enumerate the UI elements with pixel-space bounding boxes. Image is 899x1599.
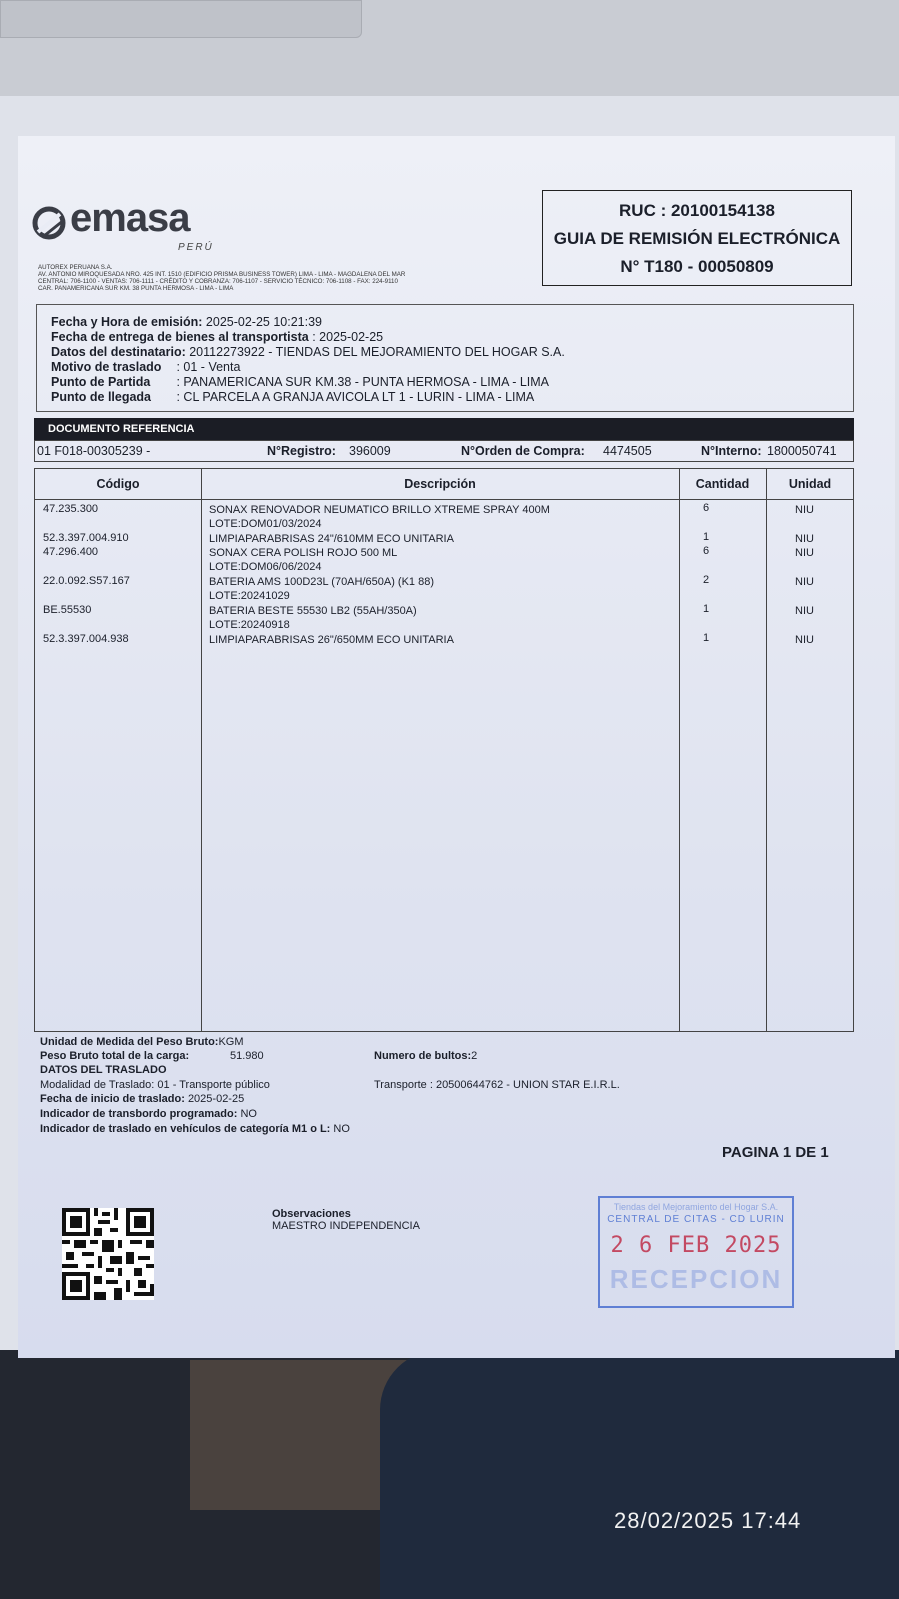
table-header-divider (35, 499, 853, 500)
interno-label: N°Interno: (701, 444, 762, 458)
punto-partida: Punto de Partida : PANAMERICANA SUR KM.38 - PUNTA HERMOSA - LIMA - LIMA (51, 375, 550, 389)
shipment-info-box (36, 304, 854, 412)
stamp-center: CENTRAL DE CITAS - CD LURIN (607, 1214, 785, 1225)
interno-value: 1800050741 (767, 444, 837, 458)
stamp-date: 2 6 FEB 2025 (610, 1233, 782, 1258)
table-row-codigo: 52.3.397.004.910 (43, 532, 129, 544)
transporte: Transporte : 20500644762 - UNION STAR E.I.R.L. (374, 1079, 620, 1091)
table-row-descripcion: LIMPIAPARABRISAS 26"/650MM ECO UNITARIA (209, 634, 454, 646)
unidad-medida: Unidad de Medida del Peso Bruto:KGM (40, 1036, 244, 1048)
table-row-descripcion: BATERIA BESTE 55530 LB2 (55AH/350A) (209, 605, 417, 617)
table-row-codigo: BE.55530 (43, 604, 92, 616)
table-row-unidad: NIU (795, 547, 814, 559)
table-row-cantidad: 1 (703, 603, 710, 615)
table-row-codigo: 52.3.397.004.938 (43, 633, 129, 645)
ruc-number: RUC : 20100154138 (619, 201, 775, 220)
company-address (38, 264, 508, 292)
destinatario: Datos del destinatario: 20112273922 - TIENDAS DEL MEJORAMIENTO DEL HOGAR S.A. (51, 345, 565, 359)
table-row-lote: LOTE:DOM01/03/2024 (209, 518, 322, 530)
orden-compra-value: 4474505 (603, 444, 652, 458)
table-row-unidad: NIU (795, 605, 814, 617)
emasa-logo-icon (32, 206, 66, 240)
document-paper (18, 136, 895, 1358)
document-number: N° T180 - 00050809 (620, 257, 774, 276)
table-row-lote: LOTE:20241029 (209, 590, 290, 602)
table-row-lote: LOTE:20240918 (209, 619, 290, 631)
observaciones-value: MAESTRO INDEPENDENCIA (272, 1220, 420, 1232)
table-row-descripcion: SONAX RENOVADOR NEUMATICO BRILLO XTREME SPRAY 400M (209, 504, 550, 516)
table-row-lote: LOTE:DOM06/06/2024 (209, 561, 322, 573)
doc-ref-number: 01 F018-00305239 - (37, 444, 151, 458)
qr-code-icon (62, 1208, 154, 1300)
table-row-codigo: 47.296.400 (43, 546, 99, 558)
table-row-cantidad: 6 (703, 502, 710, 514)
indicador-m1: Indicador de traslado en vehículos de categoría M1 o L: NO (40, 1123, 350, 1135)
table-row-descripcion: BATERIA AMS 100D23L (70AH/650A) (K1 88) (209, 576, 435, 588)
table-row-cantidad: 1 (703, 531, 710, 543)
column-header-unidad: Unidad (788, 477, 832, 491)
document-title: GUIA DE REMISIÓN ELECTRÓNICA (553, 229, 841, 248)
registro-value: 396009 (349, 444, 391, 458)
punto-llegada: Punto de llegada : CL PARCELA A GRANJA AVICOLA LT 1 - LURIN - LIMA - LIMA (51, 390, 535, 404)
stamp-reception: RECEPCION (609, 1264, 783, 1294)
table-row-unidad: NIU (795, 634, 814, 646)
background-laptop (0, 0, 899, 110)
column-header-descripcion: Descripción (404, 477, 476, 491)
table-row-cantidad: 6 (703, 545, 710, 557)
datos-traslado-title: DATOS DEL TRASLADO (40, 1064, 167, 1076)
indicador-transbordo: Indicador de transbordo programado: NO (40, 1108, 257, 1120)
table-row-codigo: 22.0.092.S57.167 (43, 575, 130, 587)
table-divider (679, 469, 680, 1031)
company-line: AUTOREX PERUANA S.A. (38, 264, 113, 271)
page-indicator: PAGINA 1 DE 1 (722, 1144, 829, 1161)
table-row-cantidad: 2 (703, 574, 710, 586)
ruc-box (542, 190, 852, 286)
brand-name: emasa (70, 196, 190, 240)
table-row-unidad: NIU (795, 576, 814, 588)
company-line: CENTRAL: 706-1100 - VENTAS: 706-1111 - CRÉDITO Y COBRANZA: 706-1107 - SERVICIO TÉCNICO: 706-1108 - FAX: 224-9110 (38, 278, 398, 285)
background-floor (0, 1350, 899, 1599)
photo-timestamp: 28/02/2025 17:44 (614, 1508, 802, 1533)
modalidad-traslado: Modalidad de Traslado: 01 - Transporte público (40, 1079, 270, 1091)
documento-referencia-header: DOCUMENTO REFERENCIA (34, 418, 854, 440)
brand-country: PERÚ (178, 242, 214, 253)
column-header-cantidad: Cantidad (695, 477, 750, 491)
table-row-descripcion: LIMPIAPARABRISAS 24"/610MM ECO UNITARIA (209, 533, 454, 545)
table-divider (766, 469, 767, 1031)
company-line: AV. ANTONIO MIROQUESADA NRO. 425 INT. 1510 (EDIFICIO PRISMA BUSINESS TOWER) LIMA - LIMA - MAGDALENA DEL MAR (38, 271, 406, 278)
table-row-cantidad: 1 (703, 632, 710, 644)
peso-bruto: Peso Bruto total de la carga: 51.980 (40, 1050, 264, 1062)
orden-compra-label: N°Orden de Compra: (461, 444, 585, 458)
table-row-descripcion: SONAX CERA POLISH ROJO 500 ML (209, 547, 398, 559)
company-line: CAR. PANAMERICANA SUR KM. 38 PUNTA HERMOSA - LIMA - LIMA (38, 285, 234, 292)
background-laptop-edge (0, 0, 362, 38)
table-row-codigo: 47.235.300 (43, 503, 99, 515)
fecha-inicio-traslado: Fecha de inicio de traslado: 2025-02-25 (40, 1093, 245, 1105)
numero-bultos: Numero de bultos:2 (374, 1050, 478, 1062)
stamp-company: Tiendas del Mejoramiento del Hogar S.A. (613, 1202, 779, 1212)
fecha-entrega: Fecha de entrega de bienes al transportista : 2025-02-25 (51, 330, 384, 344)
reception-stamp (598, 1196, 794, 1308)
observaciones-title: Observaciones (272, 1208, 351, 1220)
background-leg (380, 1350, 899, 1599)
table-divider (201, 469, 202, 1031)
table-row-unidad: NIU (795, 533, 814, 545)
fecha-emision: Fecha y Hora de emisión: 2025-02-25 10:21:39 (51, 315, 322, 329)
column-header-codigo: Código (96, 477, 140, 491)
documento-referencia-row (34, 440, 854, 462)
brand-logo (32, 196, 232, 253)
registro-label: N°Registro: (267, 444, 336, 458)
table-row-unidad: NIU (795, 504, 814, 516)
items-table (34, 468, 854, 1032)
motivo-traslado: Motivo de traslado : 01 - Venta (51, 360, 241, 374)
observaciones (272, 1208, 420, 1232)
